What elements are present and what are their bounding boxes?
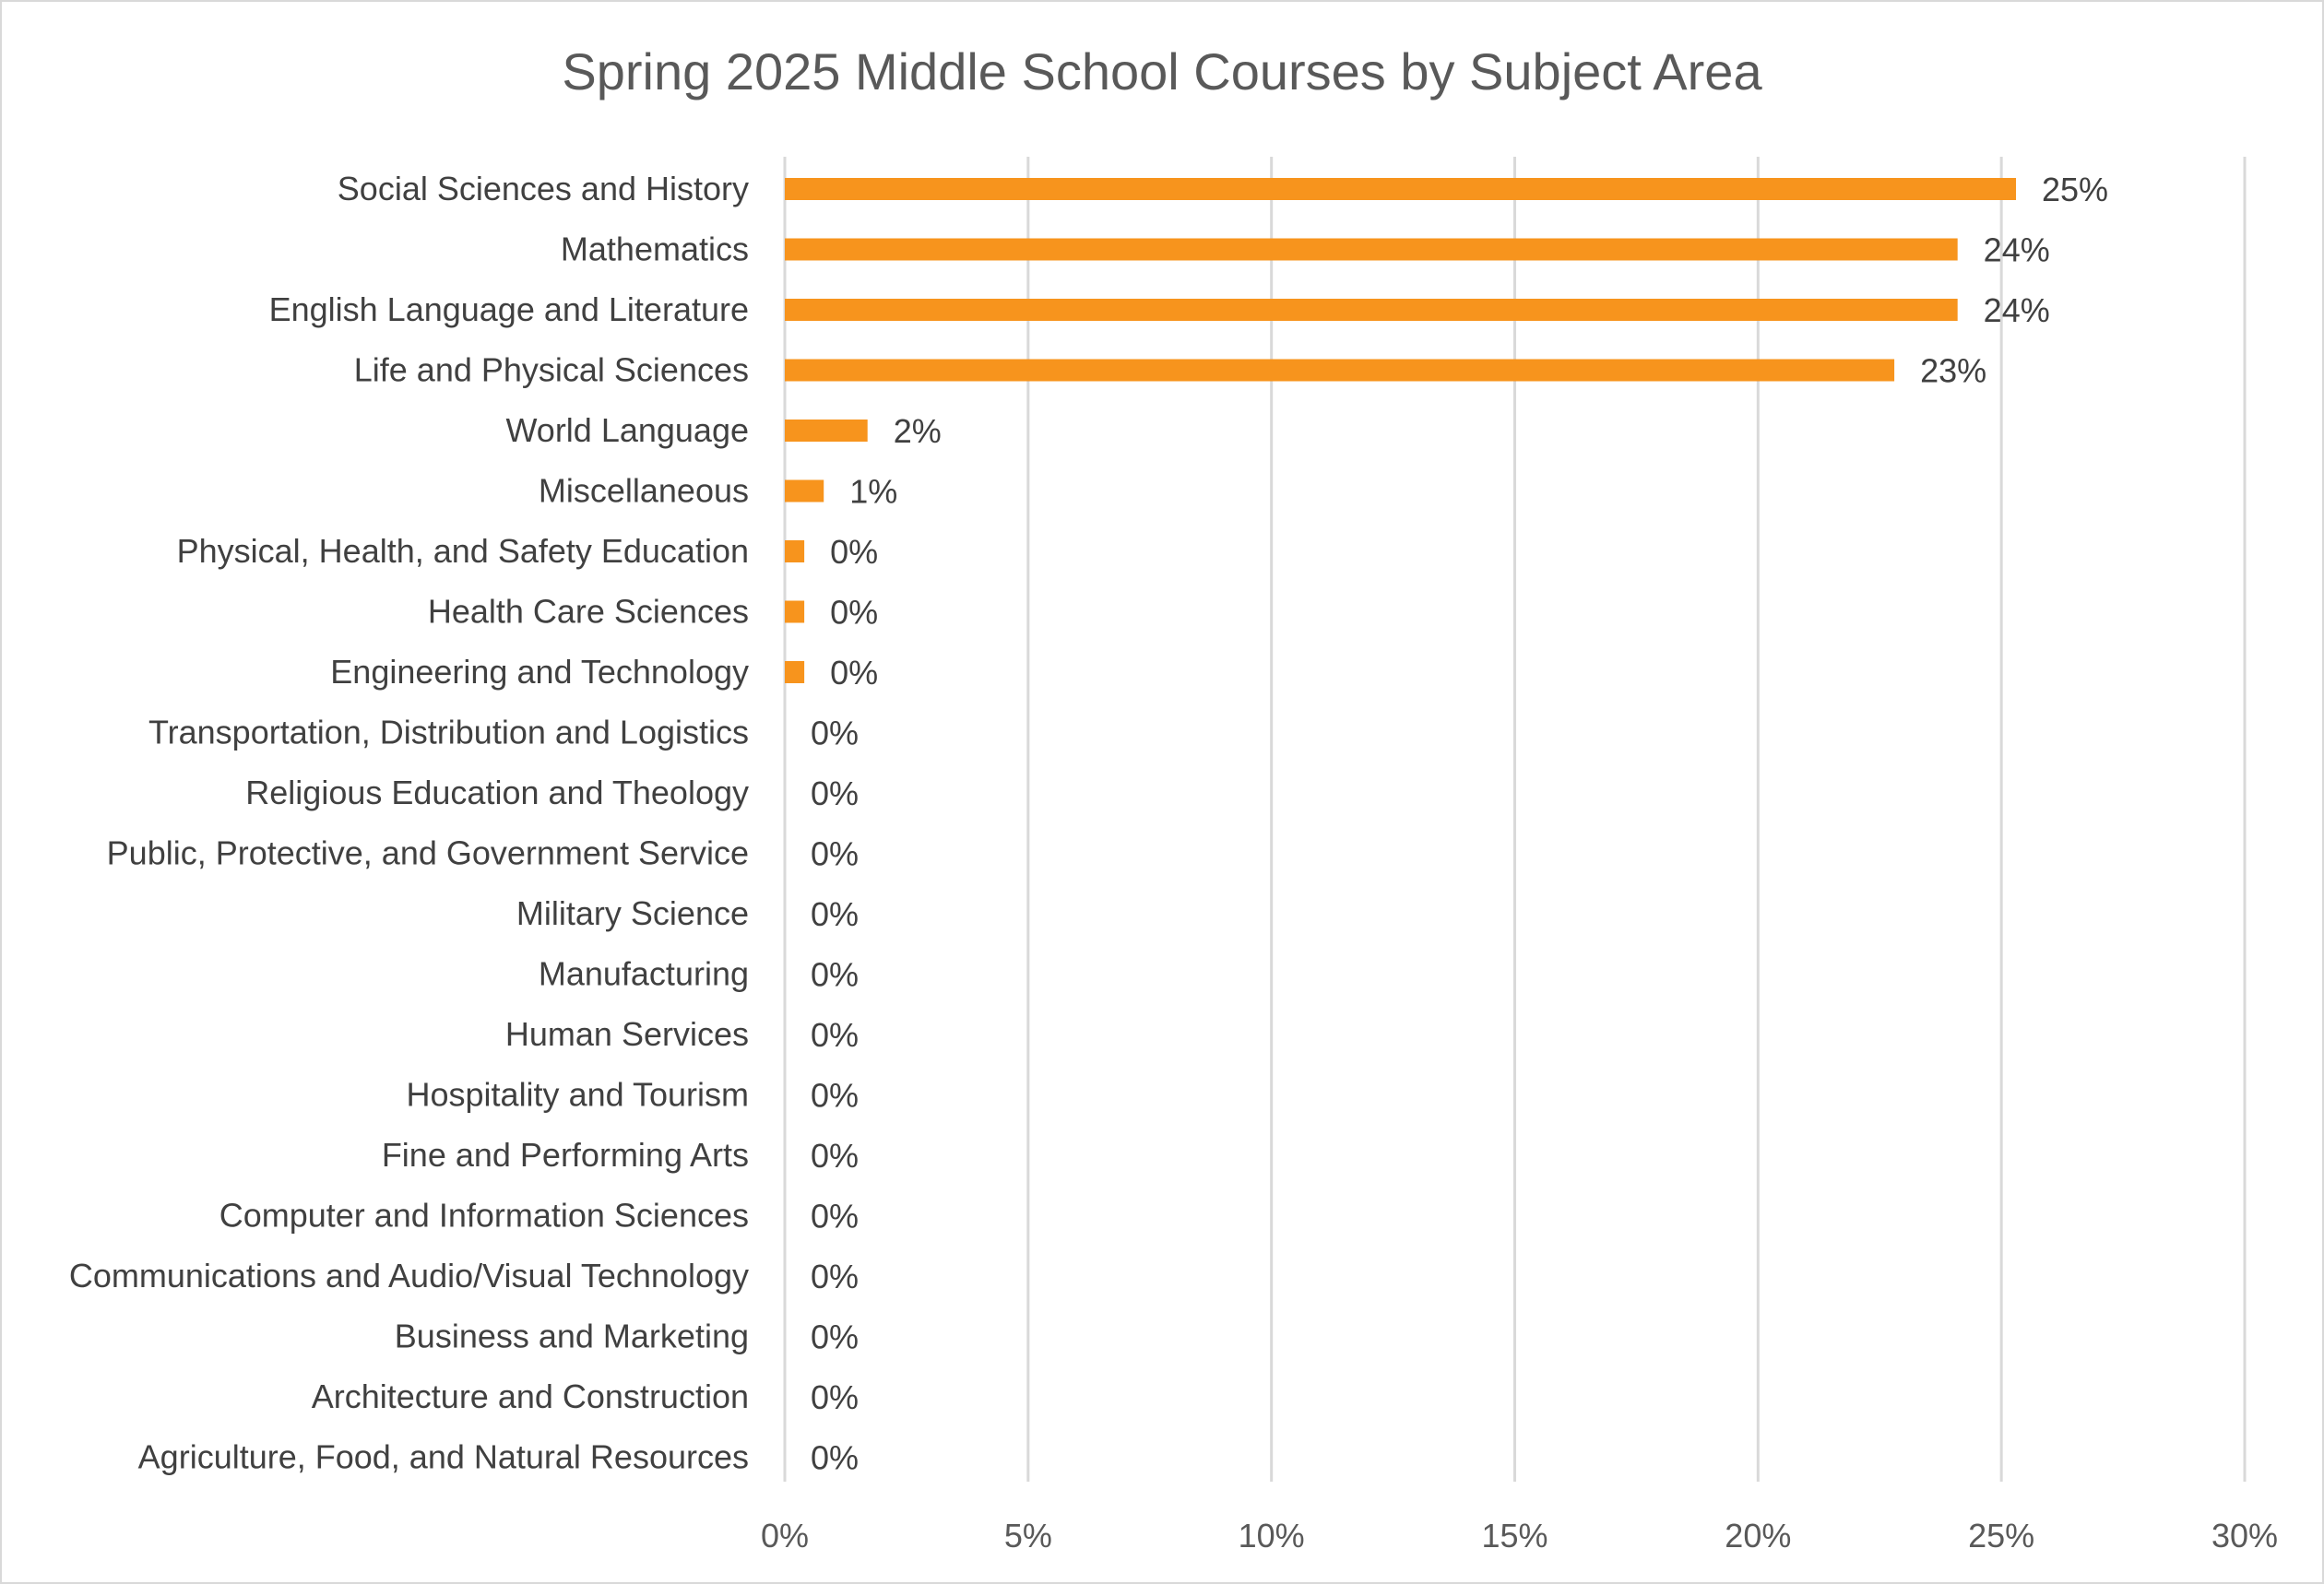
category-label: Military Science: [516, 894, 749, 932]
bar: [785, 601, 804, 623]
data-label: 0%: [811, 1318, 860, 1356]
data-label: 25%: [2041, 171, 2109, 208]
bar: [785, 540, 804, 562]
category-label: Manufacturing: [538, 954, 749, 993]
category-labels: [69, 170, 749, 1476]
x-tick-label: 5%: [1003, 1517, 1052, 1554]
data-label: 0%: [830, 533, 879, 571]
bar: [785, 480, 824, 502]
x-axis-tick-labels: [761, 1517, 2278, 1554]
bar-chart: [2, 2, 2322, 1582]
data-label: 0%: [811, 1438, 860, 1477]
category-label: Life and Physical Sciences: [353, 350, 749, 389]
category-label: Architecture and Construction: [311, 1377, 749, 1415]
data-label: 0%: [811, 1258, 860, 1295]
data-label: 0%: [830, 654, 879, 692]
data-label: 1%: [849, 472, 898, 511]
category-label: Hospitality and Tourism: [406, 1075, 749, 1114]
category-label: Health Care Sciences: [427, 592, 749, 631]
data-label: 0%: [811, 834, 860, 873]
x-tick-label: 20%: [1725, 1517, 1792, 1554]
category-label: English Language and Literature: [268, 290, 749, 328]
data-label: 24%: [1983, 231, 2050, 269]
data-label: 0%: [811, 1378, 860, 1416]
category-label: Public, Protective, and Government Service: [106, 833, 749, 872]
x-tick-label: 25%: [1968, 1517, 2035, 1554]
data-label: 0%: [811, 1076, 860, 1115]
category-label: Religious Education and Theology: [245, 774, 749, 811]
category-label: Agriculture, Food, and Natural Resources: [137, 1437, 749, 1476]
category-label: Business and Marketing: [394, 1317, 749, 1355]
data-label: 0%: [811, 1016, 860, 1054]
category-label: Mathematics: [560, 230, 749, 268]
data-label: 0%: [811, 714, 860, 752]
bar: [785, 420, 868, 442]
category-label: Computer and Information Sciences: [219, 1196, 749, 1235]
category-label: Human Services: [504, 1015, 749, 1053]
x-tick-label: 15%: [1481, 1517, 1548, 1554]
bar: [785, 299, 1958, 321]
data-label: 0%: [811, 955, 860, 994]
bar: [785, 661, 804, 683]
data-label: 0%: [811, 1137, 860, 1175]
category-label: Miscellaneous: [538, 471, 749, 510]
bars: [785, 178, 2016, 683]
chart-title: Spring 2025 Middle School Courses by Subject Area: [562, 42, 1762, 100]
data-label: 0%: [830, 593, 879, 632]
bar: [785, 178, 2016, 200]
category-label: World Language: [505, 411, 749, 449]
gridlines: [785, 157, 2245, 1482]
data-label: 0%: [811, 1197, 860, 1235]
x-tick-label: 10%: [1238, 1517, 1305, 1554]
category-label: Fine and Performing Arts: [381, 1136, 749, 1174]
data-label: 24%: [1983, 291, 2050, 329]
data-label: 0%: [811, 774, 860, 812]
category-label: Communications and Audio/Visual Technology: [68, 1257, 749, 1294]
data-label: 0%: [811, 895, 860, 933]
category-label: Engineering and Technology: [330, 653, 749, 691]
category-label: Social Sciences and History: [337, 170, 749, 207]
x-tick-label: 0%: [760, 1517, 810, 1554]
bar: [785, 360, 1894, 382]
category-label: Transportation, Distribution and Logistics: [148, 713, 749, 751]
x-tick-label: 30%: [2211, 1517, 2279, 1554]
category-label: Physical, Health, and Safety Education: [176, 532, 749, 570]
data-label: 2%: [893, 412, 942, 450]
data-label: 23%: [1920, 351, 1987, 390]
bar: [785, 239, 1958, 261]
